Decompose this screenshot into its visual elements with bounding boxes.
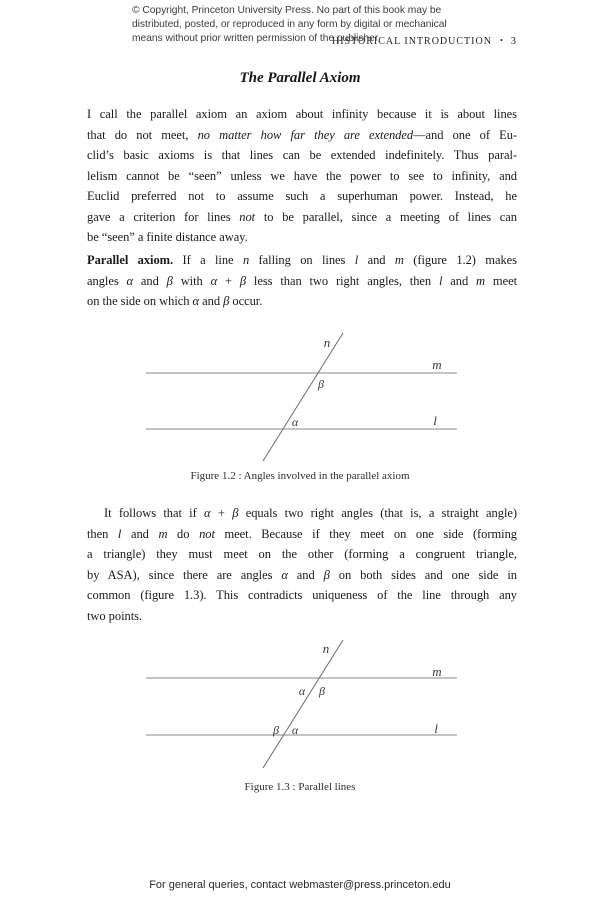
text-line: [87, 271, 517, 292]
text-run: l: [438, 273, 443, 288]
text-run: occur.: [229, 294, 263, 308]
text-run: that do not meet,: [87, 127, 198, 142]
text-line: [87, 125, 517, 146]
text-line: [87, 250, 517, 271]
text-run: l: [117, 526, 122, 541]
text-run: and: [287, 567, 324, 582]
text-run: β: [223, 294, 230, 308]
text-run: on both sides and one side in: [329, 567, 517, 582]
copyright-line: © Copyright, Princeton University Press. No part of this book may be: [132, 5, 442, 16]
text-run: meet. Because if they meet on one side (forming: [214, 526, 517, 541]
text-run: a triangle) they must meet on the other (forming a congruent triangle,: [87, 547, 517, 561]
section-title: The Parallel Axiom: [239, 70, 361, 86]
text-run: lelism cannot be “seen” unless we have the power to see to infinity, and: [87, 168, 517, 183]
text-line: [87, 166, 517, 187]
text-run: equals two right angles (that is, a straight angle): [238, 506, 517, 520]
text-run: no matter how far they are extended: [197, 127, 414, 142]
footer-contact: For general queries, contact webmaster@press.princeton.edu: [149, 879, 451, 891]
label-l: l: [433, 413, 437, 428]
line-n-transversal: [263, 640, 343, 768]
figure-parallel-lines-diagram: [0, 630, 600, 775]
text-line: [87, 585, 517, 606]
label-alpha-upper: α: [298, 684, 306, 698]
label-l: l: [434, 721, 438, 736]
text-run: Parallel axiom.: [87, 253, 174, 267]
text-run: less than two right angles, then: [246, 273, 439, 288]
text-line: [87, 565, 517, 586]
text-run: α: [192, 294, 200, 308]
text-line: [87, 145, 517, 166]
text-run: do: [167, 526, 200, 541]
paragraph-intro: [87, 104, 517, 248]
text-run: Euclid preferred not to assume such a superhuman power. Instead, he: [87, 189, 517, 203]
text-line: [87, 104, 517, 125]
text-run: two points.: [87, 608, 143, 623]
text-run: meet: [485, 273, 517, 288]
text-run: then: [87, 526, 118, 541]
text-run: to be parallel, since a meeting of lines can: [255, 209, 517, 224]
text-run: on the side on which: [87, 294, 193, 308]
paragraph-it-follows: [87, 503, 517, 626]
text-run: β: [323, 567, 330, 582]
copyright-line: distributed, posted, or reproduced in any form by digital or mechanical: [132, 18, 447, 30]
text-run: β: [166, 273, 173, 288]
text-run: by ASA), since there are angles: [87, 567, 282, 582]
label-alpha-lower: α: [291, 723, 299, 737]
text-run: not: [199, 526, 215, 541]
text-run: I call the parallel axiom an axiom about infinity because it is about lines: [87, 107, 517, 121]
text-run: falling on lines: [249, 253, 355, 267]
text-run: and: [442, 273, 477, 288]
text-line: [87, 227, 517, 248]
label-n: n: [323, 335, 331, 350]
text-line: [87, 207, 517, 228]
text-run: common (figure 1.3). This contradicts uniqueness of the line through any: [87, 588, 517, 602]
text-run: m: [158, 526, 168, 541]
text-run: β: [239, 273, 247, 288]
figure-caption: Figure 1.3 : Parallel lines: [244, 781, 356, 793]
text-run: be “seen” a finite distance away.: [87, 230, 248, 244]
text-run: clid’s basic axioms is that lines can be extended indefinitely. Thus paral-: [87, 148, 517, 162]
text-run: +: [210, 506, 233, 520]
label-beta-upper: β: [319, 684, 325, 698]
page-number: 3: [510, 36, 516, 47]
text-run: —and one of Eu-: [413, 127, 518, 142]
text-run: angles: [87, 273, 127, 288]
text-line: [87, 186, 517, 207]
text-run: α: [281, 567, 288, 582]
figure-caption: Figure 1.2 : Angles involved in the parallel axiom: [190, 470, 410, 482]
text-run: and: [121, 526, 159, 541]
text-run: m: [394, 253, 404, 267]
label-m: m: [432, 357, 442, 372]
label-n: n: [322, 641, 330, 656]
text-run: l: [354, 253, 359, 267]
text-run: and: [358, 253, 395, 267]
text-run: with: [172, 273, 211, 288]
text-run: m: [476, 273, 486, 288]
paragraph-parallel-axiom: [87, 250, 517, 312]
text-line: [87, 503, 517, 524]
copyright-line: means without prior written permission of the publisher.: [132, 32, 381, 44]
label-beta: β: [318, 377, 324, 391]
figure-angles-diagram: [0, 325, 600, 470]
text-run: α: [126, 273, 134, 288]
text-line: [87, 606, 517, 627]
text-run: and: [133, 273, 167, 288]
text-run: (figure 1.2) makes: [403, 253, 517, 267]
text-run: It follows that if: [104, 506, 205, 520]
text-run: β: [232, 506, 239, 520]
text-run: and: [199, 294, 224, 308]
text-line: [87, 544, 517, 565]
text-run: not: [239, 209, 256, 224]
text-line: [87, 291, 517, 312]
text-line: [87, 524, 517, 545]
label-alpha: α: [291, 415, 299, 429]
text-run: +: [217, 273, 240, 288]
label-m: m: [432, 664, 442, 679]
text-run: gave a criterion for lines: [87, 209, 240, 224]
label-beta-lower: β: [273, 723, 279, 737]
running-head: [332, 36, 516, 47]
text-run: If a line: [173, 253, 243, 267]
text-run: n: [242, 253, 250, 267]
running-head-title: HISTORICAL INTRODUCTION: [331, 36, 492, 47]
line-n-transversal: [263, 333, 343, 461]
text-run: α: [210, 273, 218, 288]
bullet-separator: •: [499, 36, 503, 45]
text-run: α: [204, 506, 211, 520]
